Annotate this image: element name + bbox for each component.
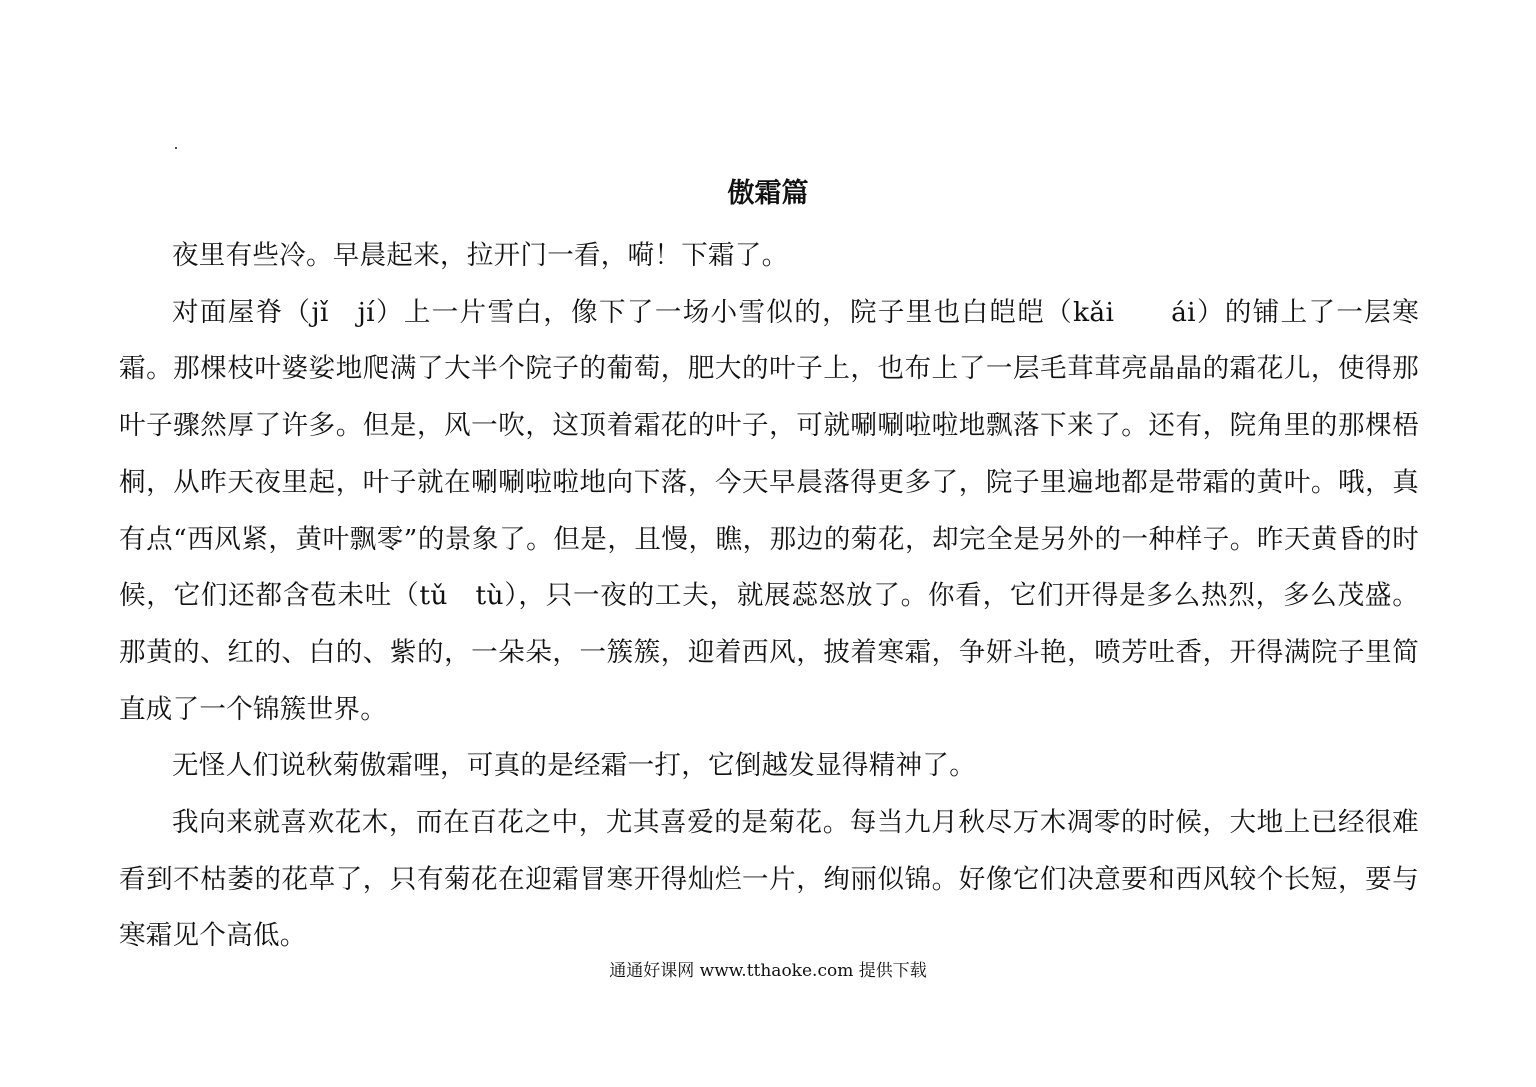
paragraph-2: 对面屋脊（jǐ jí）上一片雪白，像下了一场小雪似的，院子里也白皑皑（kǎi ái）的铺上了一层寒霜。那棵枝叶婆娑地爬满了大半个院子的葡萄，肥大的叶子上，也布上了一层毛茸茸亮晶晶的霜花儿，使得那叶子骤然厚了许多。但是，风一吹，这顶着霜花的叶子，可就唰唰啦啦地飘落下来了。还有，院角里的那棵梧桐，从昨天夜里起，叶子就在唰唰啦啦地向下落，今天早晨落得更多了，院子里遍地都是带霜的黄叶。哦，真有点“西风紧，黄叶飘零”的景象了。但是，且慢，瞧，那边的菊花，却完全是另外的一种样子。昨天黄昏的时候，它们还都含苞未吐（tǔ tù），只一夜的工夫，就展蕊怒放了。你看，它们开得是多么热烈，多么茂盛。那黄的、红的、白的、紫的，一朵朵，一簇簇，迎着西风，披着寒霜，争妍斗艳，喷芳吐香，开得满院子里简直成了一个锦簇世界。 bbox=[119, 296, 1419, 725]
document-body bbox=[119, 228, 1419, 965]
document-title: 傲霜篇 bbox=[727, 178, 809, 209]
paragraph-4: 我向来就喜欢花木，而在百花之中，尤其喜爱的是菊花。每当九月秋尽万木凋零的时候，大地上已经很难看到不枯萎的花草了，只有菊花在迎霜冒寒开得灿烂一片，绚丽似锦。好像它们决意要和西风较个长短，要与寒霜见个高低。 bbox=[119, 807, 1419, 952]
paragraph-1: 夜里有些冷。早晨起来，拉开门一看，嗬！下霜了。 bbox=[172, 240, 789, 271]
paragraph-3: 无怪人们说秋菊傲霜哩，可真的是经霜一打，它倒越发显得精神了。 bbox=[172, 750, 976, 782]
stray-dot-mark bbox=[175, 147, 177, 149]
page-footer: 通通好课网 www.tthaoke.com 提供下载 bbox=[609, 961, 927, 981]
